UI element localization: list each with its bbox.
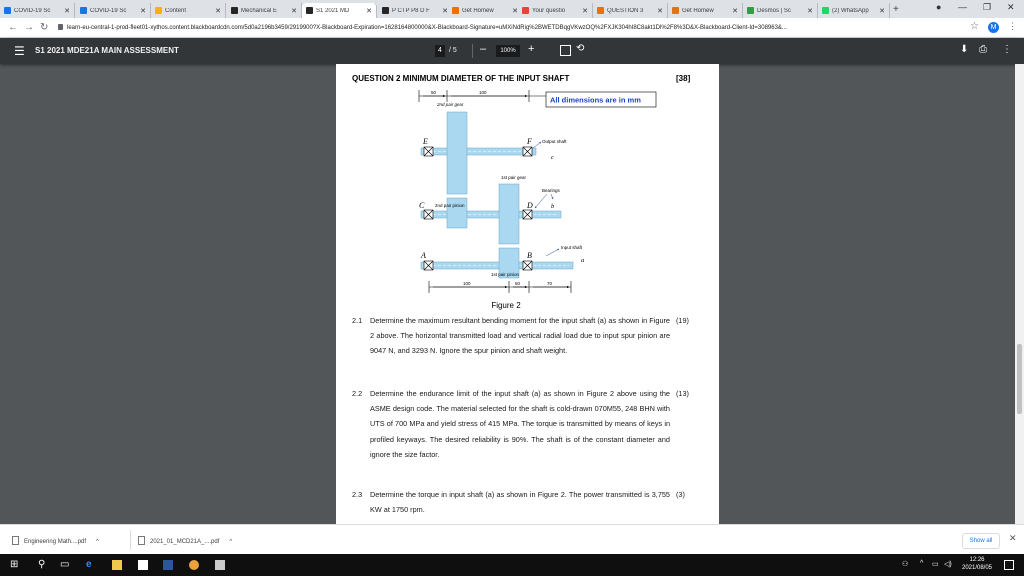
question-marks: [38] bbox=[676, 74, 691, 83]
zoom-level-input[interactable]: 100% bbox=[496, 45, 520, 57]
download-item-2[interactable]: 2021_01_MCD21A_....pdf ^ bbox=[138, 536, 232, 545]
tab-label: Get Homew bbox=[462, 7, 494, 14]
profile-circle-icon[interactable]: ● bbox=[936, 2, 942, 12]
tab-favicon-icon bbox=[231, 7, 238, 14]
browser-tab[interactable] bbox=[76, 3, 151, 18]
question-item-marks: (19) bbox=[676, 316, 689, 325]
tab-close-icon[interactable]: ✕ bbox=[366, 7, 372, 15]
show-all-button[interactable]: Show all bbox=[962, 533, 1000, 549]
browser-tab[interactable] bbox=[378, 3, 453, 18]
network-icon[interactable]: ▭ bbox=[932, 561, 939, 568]
tab-close-icon[interactable]: ✕ bbox=[512, 7, 518, 15]
zoom-out-button[interactable]: – bbox=[480, 43, 487, 55]
figure-caption: Figure 2 bbox=[491, 301, 521, 310]
tab-label: Your questio bbox=[532, 7, 566, 14]
edge-icon[interactable]: e bbox=[86, 559, 92, 570]
download-icon[interactable]: ⬇ bbox=[960, 44, 969, 55]
question-title: QUESTION 2 MINIMUM DIAMETER OF THE INPUT SHAFT bbox=[352, 74, 570, 83]
browser-tab[interactable] bbox=[518, 3, 593, 18]
label-2nd-pair-pinion: 2nd pair pinion bbox=[435, 203, 465, 208]
tab-favicon-icon bbox=[452, 7, 459, 14]
tab-label: Content bbox=[165, 7, 187, 14]
dimensions-note: All dimensions are in mm bbox=[550, 95, 641, 105]
tab-close-icon[interactable]: ✕ bbox=[442, 7, 448, 15]
reload-icon[interactable]: ↻ bbox=[40, 22, 49, 33]
url-field[interactable] bbox=[58, 22, 963, 34]
tab-close-icon[interactable]: ✕ bbox=[879, 7, 885, 15]
download-item-1[interactable]: Engineering Math....pdf ^ bbox=[12, 536, 99, 545]
windows-taskbar bbox=[0, 554, 1024, 576]
tray-chevron-icon[interactable]: ^ bbox=[920, 560, 924, 567]
pdf-file-icon bbox=[12, 536, 19, 545]
tab-label: (2) WhatsApp bbox=[832, 7, 869, 14]
chevron-up-icon: ^ bbox=[229, 539, 233, 545]
avatar[interactable]: M bbox=[988, 22, 999, 33]
minimize-button[interactable]: — bbox=[958, 2, 967, 12]
people-icon[interactable]: ⚇ bbox=[902, 561, 909, 568]
tab-label: Mechanical E bbox=[241, 7, 278, 14]
notification-icon[interactable] bbox=[1004, 560, 1014, 570]
label-bearings: Bearings bbox=[542, 188, 560, 193]
label-input-shaft: Input shaft bbox=[561, 245, 583, 250]
new-tab-button[interactable]: + bbox=[893, 4, 899, 15]
download-divider bbox=[130, 530, 131, 550]
tab-label: QUESTION 3 bbox=[607, 7, 644, 14]
lock-icon bbox=[58, 24, 63, 30]
dim-top-50: 50 bbox=[431, 90, 437, 95]
tab-favicon-icon bbox=[80, 7, 87, 14]
chevron-up-icon: ^ bbox=[96, 539, 99, 545]
point-D: D bbox=[527, 201, 533, 210]
label-1st-pair-pinion: 1st pair pinion bbox=[491, 272, 520, 277]
tab-close-icon[interactable]: ✕ bbox=[291, 7, 297, 15]
address-bar bbox=[0, 18, 1024, 38]
browser-tab[interactable] bbox=[448, 3, 523, 18]
browser-tab[interactable] bbox=[743, 3, 818, 18]
question-number: 2.2 bbox=[352, 389, 363, 398]
file-explorer-icon[interactable] bbox=[112, 560, 122, 570]
tab-close-icon[interactable]: ✕ bbox=[657, 7, 663, 15]
store-icon[interactable] bbox=[138, 560, 148, 570]
browser-tab[interactable] bbox=[818, 3, 890, 18]
volume-icon[interactable]: ◁) bbox=[944, 561, 952, 568]
tab-label: Desmos | Sc bbox=[757, 7, 791, 14]
tab-favicon-icon bbox=[4, 7, 11, 14]
search-icon[interactable]: ⚲ bbox=[38, 559, 46, 570]
point-B: B bbox=[527, 251, 532, 260]
browser-tab[interactable] bbox=[0, 3, 75, 18]
tab-label: Get Homew bbox=[682, 7, 714, 14]
tab-favicon-icon bbox=[522, 7, 529, 14]
tab-favicon-icon bbox=[597, 7, 604, 14]
tab-favicon-icon bbox=[672, 7, 679, 14]
start-windows-icon[interactable]: ⊞ bbox=[10, 559, 19, 570]
label-2nd-pair-gear: 2nd pair gear bbox=[437, 102, 464, 107]
system-clock[interactable]: 12:26 2021/08/05 bbox=[961, 557, 993, 571]
close-shelf-icon[interactable]: ✕ bbox=[1009, 533, 1017, 543]
tab-favicon-icon bbox=[155, 7, 162, 14]
pdf-page bbox=[336, 64, 719, 524]
tab-favicon-icon bbox=[822, 7, 829, 14]
scrollbar-thumb[interactable] bbox=[1017, 344, 1022, 414]
tab-close-icon[interactable]: ✕ bbox=[64, 7, 70, 15]
tab-favicon-icon bbox=[306, 7, 313, 14]
tab-close-icon[interactable]: ✕ bbox=[140, 7, 146, 15]
tab-favicon-icon bbox=[747, 7, 754, 14]
browser-tab[interactable] bbox=[668, 3, 743, 18]
question-item-marks: (3) bbox=[676, 490, 685, 499]
page-total: / 5 bbox=[449, 47, 457, 54]
dim-bottom-70: 70 bbox=[547, 281, 553, 286]
tab-strip bbox=[0, 0, 1024, 18]
print-icon[interactable]: ⎙ bbox=[979, 44, 987, 55]
fit-page-icon[interactable] bbox=[560, 45, 571, 56]
more-options-icon[interactable]: ⋮ bbox=[1002, 44, 1012, 55]
question-text: Determine the maximum resultant bending moment for the input shaft (a) as shown in Figure 2 above. The horizontal transmitted load and vertical radial load due to input spur pinion are 9047 N, and 3293 N. Ignore the spur pinion and shaft weight. bbox=[370, 316, 670, 356]
document-title: S1 2021 MDE21A MAIN ASSESSMENT bbox=[35, 46, 179, 55]
download-shelf bbox=[0, 524, 1024, 554]
rotate-icon[interactable]: ⟲ bbox=[576, 43, 585, 54]
tab-label: COVID-19 Sc bbox=[90, 7, 127, 14]
label-1st-pair-gear: 1st pair gear bbox=[501, 175, 527, 180]
forward-arrow-icon[interactable]: → bbox=[24, 22, 34, 33]
dim-bottom-50: 50 bbox=[515, 281, 521, 286]
tab-close-icon[interactable]: ✕ bbox=[215, 7, 221, 15]
tab-close-icon[interactable]: ✕ bbox=[807, 7, 813, 15]
question-number: 2.1 bbox=[352, 316, 363, 325]
task-view-icon[interactable]: ▭ bbox=[60, 559, 70, 570]
restore-button[interactable]: ❐ bbox=[983, 2, 992, 12]
toolbar-divider bbox=[472, 44, 473, 58]
url-text: learn-eu-central-1-prod-fleet01-xythos.content.blackboardcdn.com/5d0a2196b3459/2919900?X-Blackboard-Expiration=1628164800000&X-Blackboard-Signature=uMXiNdRig%2BWETDBqgVKwzOQ%2FXJK304hI8C8akt1Dl%2F8%3D&X-Blackboard-Client-Id=308963&... bbox=[67, 25, 787, 31]
hamburger-menu-icon[interactable]: ☰ bbox=[14, 44, 25, 58]
tab-favicon-icon bbox=[382, 7, 389, 14]
word-icon[interactable] bbox=[163, 560, 173, 570]
label-output-shaft: Output shaft bbox=[542, 139, 567, 144]
chrome-icon[interactable] bbox=[189, 560, 199, 570]
tab-label: S1 2021 MD bbox=[316, 7, 350, 14]
question-text: Determine the torque in input shaft (a) as shown in Figure 2. The power transmitted is 3,755 KW at 1750 rpm. bbox=[370, 490, 670, 515]
dim-top-100: 100 bbox=[479, 90, 487, 95]
question-number: 2.3 bbox=[352, 490, 363, 499]
dim-bottom-100: 100 bbox=[463, 281, 471, 286]
browser-tab[interactable] bbox=[593, 3, 668, 18]
browser-menu-icon[interactable]: ⋮ bbox=[1008, 21, 1017, 31]
point-C: C bbox=[419, 201, 425, 210]
vertical-scrollbar[interactable] bbox=[1015, 64, 1024, 524]
tab-close-icon[interactable]: ✕ bbox=[582, 7, 588, 15]
question-item-marks: (13) bbox=[676, 389, 689, 398]
question-text: Determine the endurance limit of the input shaft (a) as shown in Figure 2 above using the ASME design code. The material selected for the shaft is cold-drawn 070M55, 248 BHN with UTS of 700 MPa and yield stress of 415 MPa. The torque is transmitted by means of keys in profiled keyways. The desired reliability is 90%. The shaft is of the constant diameter and ignore the size factor. bbox=[370, 389, 670, 459]
tab-close-icon[interactable]: ✕ bbox=[732, 7, 738, 15]
browser-tab[interactable] bbox=[151, 3, 226, 18]
bookmark-star-icon[interactable]: ☆ bbox=[970, 21, 979, 32]
calculator-icon[interactable] bbox=[215, 560, 225, 570]
point-E: E bbox=[423, 137, 428, 146]
point-F: F bbox=[527, 137, 532, 146]
pdf-file-icon bbox=[138, 536, 145, 545]
browser-tab[interactable] bbox=[227, 3, 302, 18]
shaft-c: c bbox=[551, 154, 554, 161]
browser-tab[interactable] bbox=[302, 3, 377, 18]
pdf-toolbar bbox=[0, 38, 1024, 64]
close-window-button[interactable]: ✕ bbox=[1007, 2, 1015, 12]
tab-label: P CTP P8 D F bbox=[392, 7, 430, 14]
gearbox-figure bbox=[411, 86, 676, 296]
tab-label: COVID-19 Sc bbox=[14, 7, 51, 14]
point-A: A bbox=[421, 251, 426, 260]
page-number-input[interactable]: 4 bbox=[435, 45, 445, 57]
back-arrow-icon[interactable]: ← bbox=[8, 22, 18, 33]
shaft-a: a bbox=[581, 257, 585, 264]
shaft-b: b bbox=[551, 203, 555, 210]
zoom-in-button[interactable]: + bbox=[528, 43, 535, 55]
